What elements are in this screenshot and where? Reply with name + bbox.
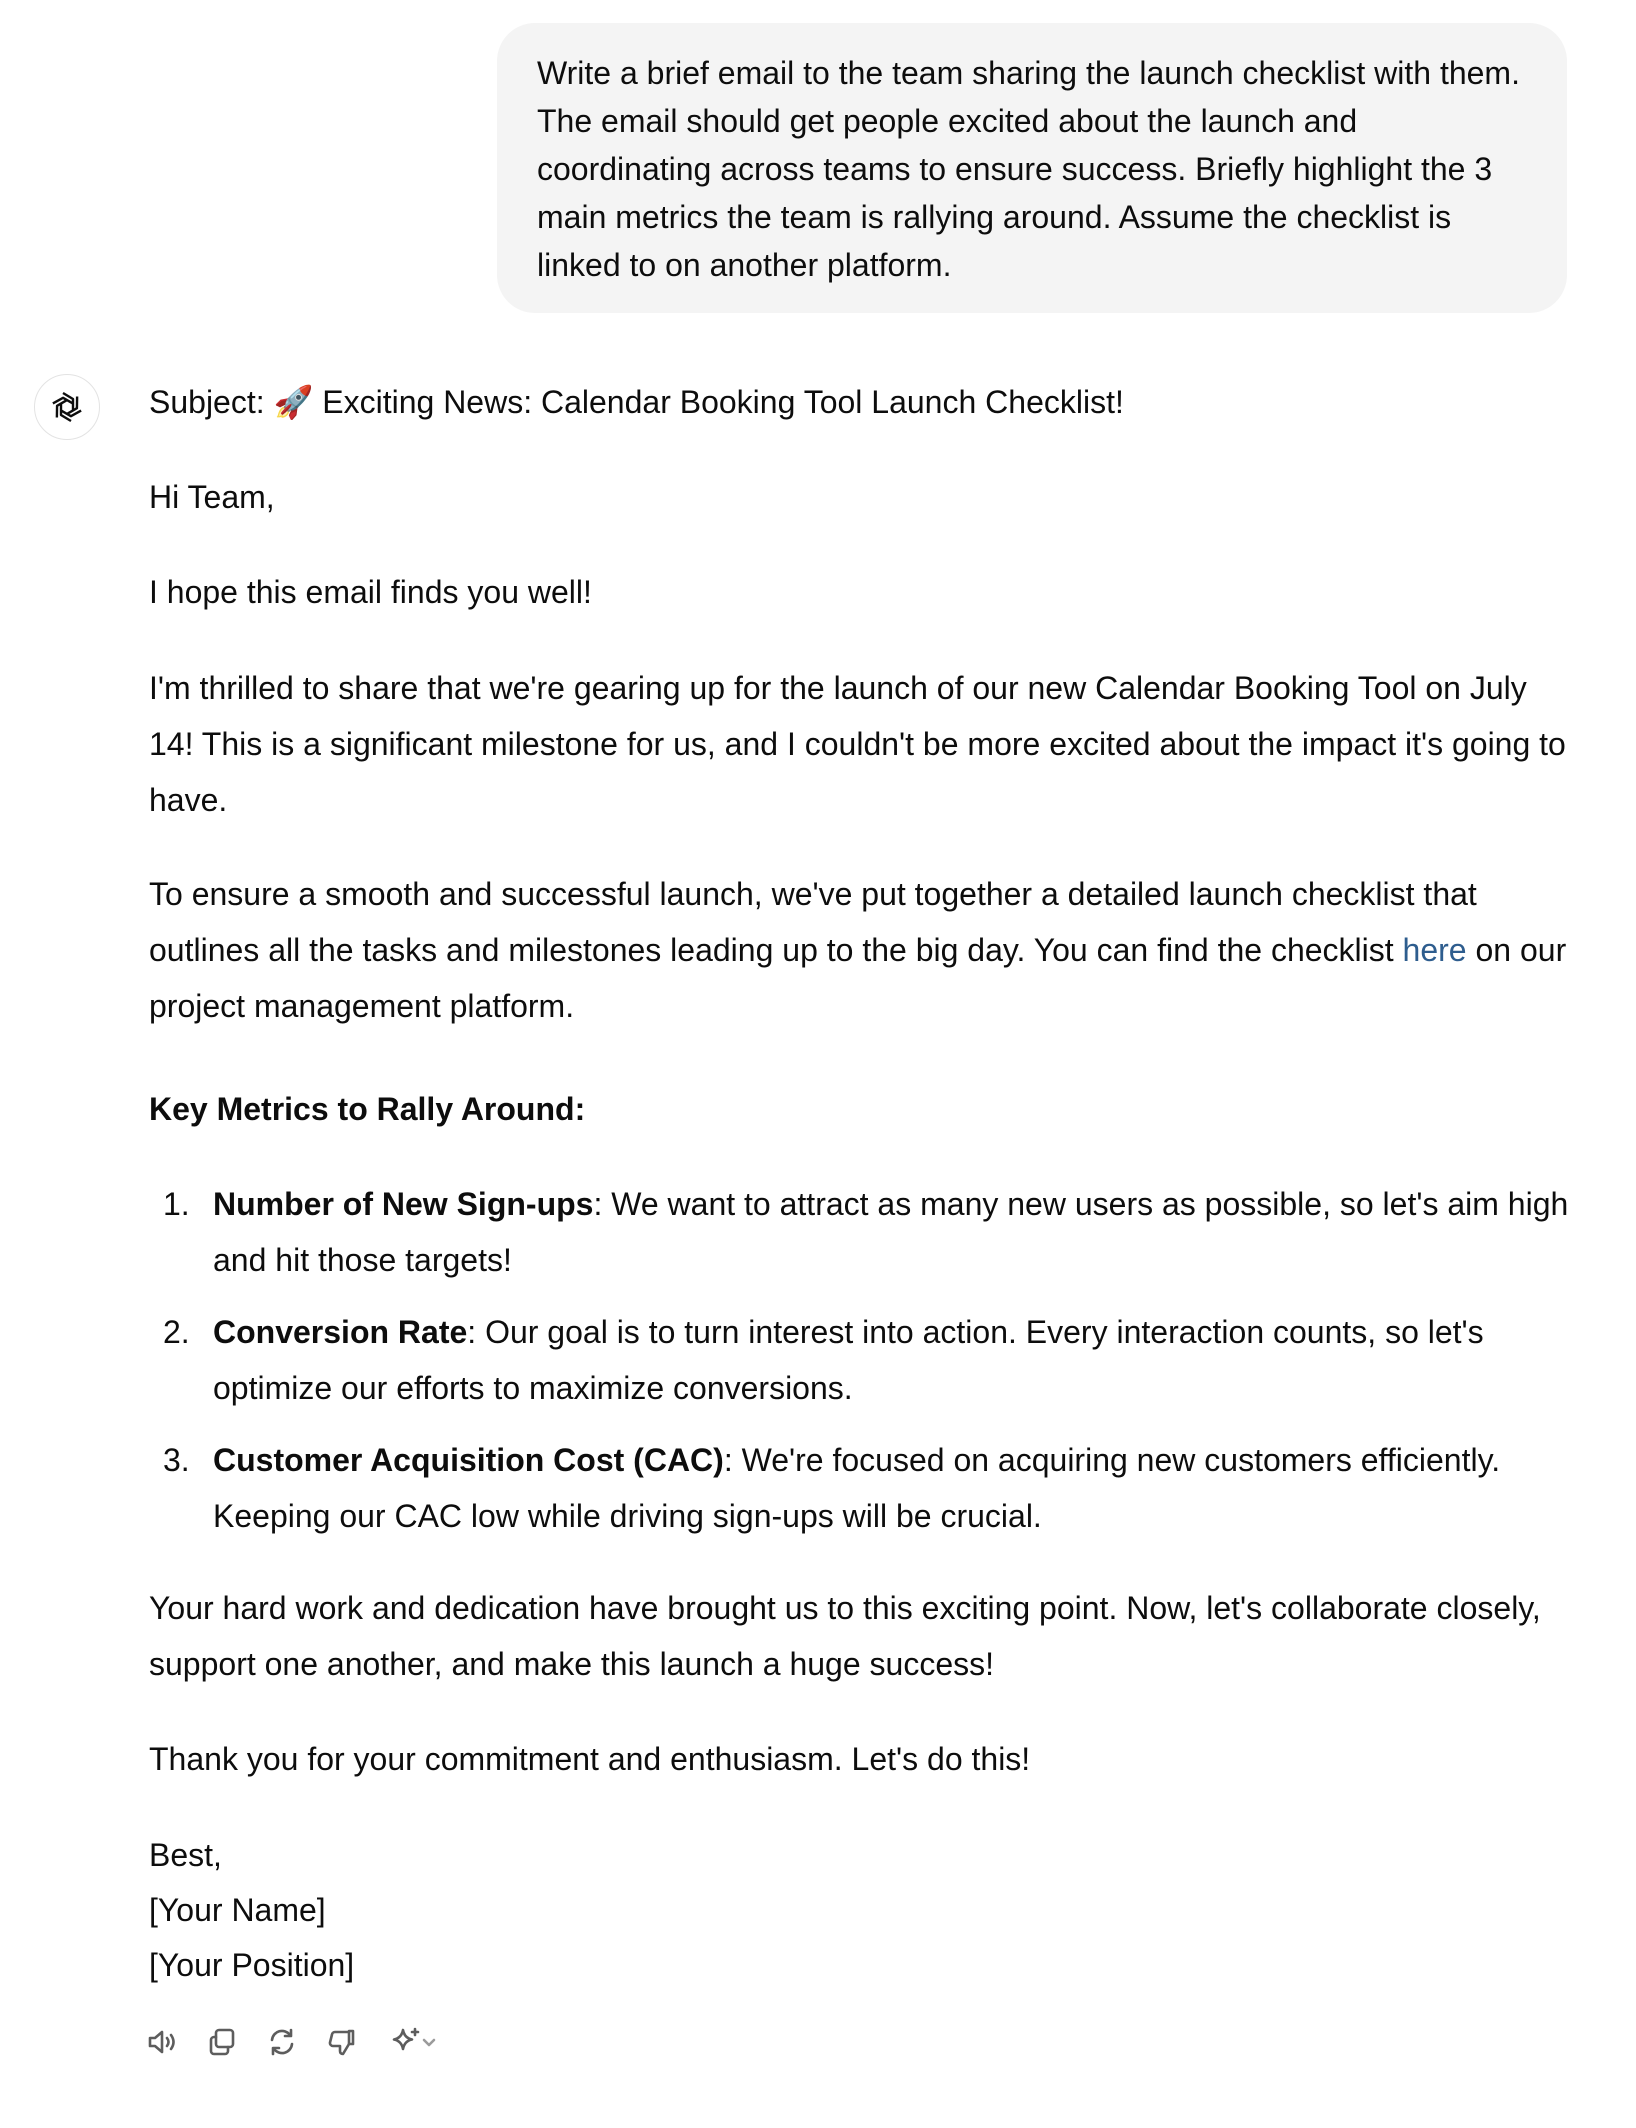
list-number: 1. — [163, 1186, 190, 1222]
chevron-down-icon — [419, 2032, 439, 2052]
list-item — [149, 1176, 1569, 1288]
email-paragraph-4: Thank you for your commitment and enthusiasm. Let's do this! — [149, 1741, 1031, 1777]
email-paragraph-2 — [149, 866, 1569, 1034]
metric-title: Number of New Sign-ups — [213, 1186, 594, 1222]
list-item — [149, 1432, 1569, 1544]
email-opener: I hope this email finds you well! — [149, 574, 592, 610]
sparkle-model-icon — [389, 2025, 423, 2059]
list-item — [149, 1304, 1569, 1416]
message-action-toolbar — [144, 2024, 468, 2060]
list-number: 3. — [163, 1442, 190, 1478]
copy-icon — [204, 2024, 240, 2060]
email-greeting: Hi Team, — [149, 479, 275, 515]
assistant-avatar — [34, 374, 100, 440]
email-name: [Your Name] — [149, 1892, 326, 1928]
read-aloud-icon — [144, 2024, 180, 2060]
metric-text: : We're focused on acquiring new customers efficiently. Keeping our CAC low while driving sign-ups will be crucial. — [213, 1442, 1501, 1534]
paragraph-2-text-b: on our project management platform. — [149, 932, 1567, 1024]
user-message-bubble — [497, 23, 1567, 313]
metrics-list — [149, 1176, 1569, 1560]
regenerate-icon — [264, 2024, 300, 2060]
read-aloud-button[interactable] — [144, 2024, 180, 2060]
email-subject: Subject: 🚀 Exciting News: Calendar Booking Tool Launch Checklist! — [149, 384, 1124, 420]
user-message-text: Write a brief email to the team sharing the launch checklist with them. The email should get people excited about the launch and coordinating across teams to ensure success. Briefly highlight the 3 main metrics the team is rallying around. Assume the checklist is linked to on another platform. — [537, 55, 1520, 283]
metric-title: Conversion Rate — [213, 1314, 468, 1350]
metric-text: : We want to attract as many new users as possible, so let's aim high and hit those targets! — [213, 1186, 1569, 1278]
email-paragraph-3: Your hard work and dedication have brought us to this exciting point. Now, let's collaborate closely, support one another, and make this launch a huge success! — [149, 1590, 1541, 1682]
email-position: [Your Position] — [149, 1947, 355, 1983]
email-signoff: Best, — [149, 1837, 222, 1873]
thumbs-down-icon — [324, 2024, 360, 2060]
metrics-heading: Key Metrics to Rally Around: — [149, 1091, 586, 1127]
list-number: 2. — [163, 1314, 190, 1350]
regenerate-button[interactable] — [264, 2024, 300, 2060]
copy-button[interactable] — [204, 2024, 240, 2060]
bad-response-button[interactable] — [324, 2024, 360, 2060]
paragraph-2-text-a: To ensure a smooth and successful launch, we've put together a detailed launch checklist that outlines all the tasks and milestones leading up to the big day. You can find the checklist — [149, 876, 1477, 968]
metric-title: Customer Acquisition Cost (CAC) — [213, 1442, 724, 1478]
openai-logo-icon — [47, 387, 87, 427]
change-model-button[interactable] — [384, 2024, 444, 2060]
metric-text: : Our goal is to turn interest into action. Every interaction counts, so let's optimize our efforts to maximize conversions. — [213, 1314, 1484, 1406]
checklist-link[interactable]: here — [1402, 932, 1467, 968]
email-paragraph-1: I'm thrilled to share that we're gearing up for the launch of our new Calendar Booking Tool on July 14! This is a significant milestone for us, and I couldn't be more excited about the impact it's going to have. — [149, 670, 1566, 818]
